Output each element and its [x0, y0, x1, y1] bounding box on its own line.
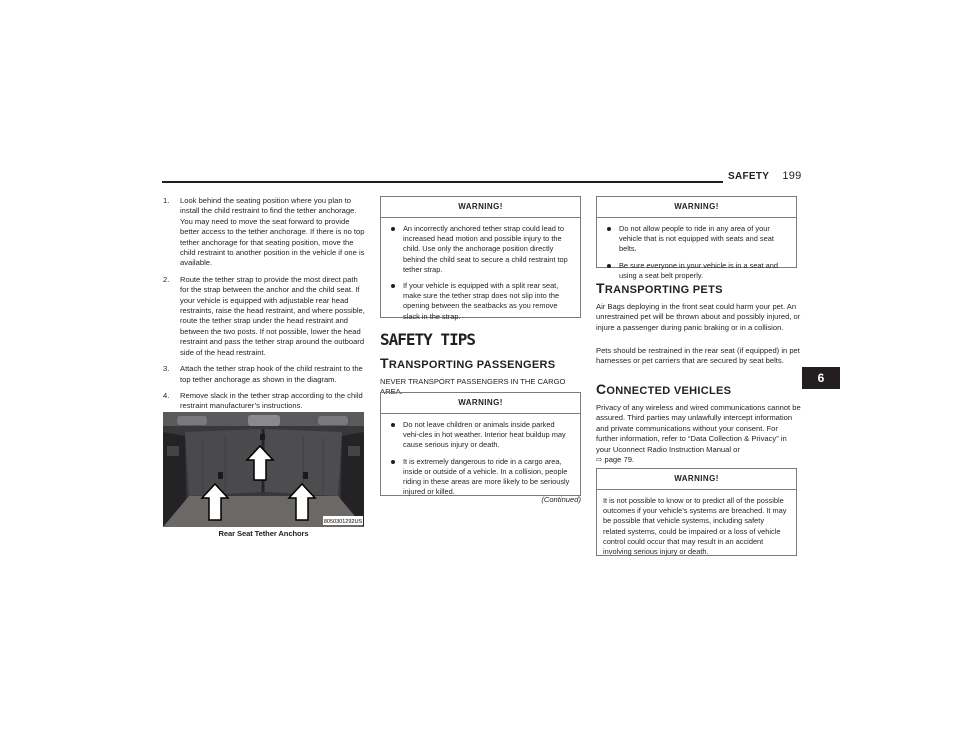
page-ref-arrow-icon: ⇨	[596, 455, 605, 465]
transporting-passengers-heading: TRANSPORTING PASSENGERS	[380, 355, 556, 371]
transporting-pets-heading: TRANSPORTING PETS	[596, 280, 723, 296]
bullet-icon	[391, 284, 395, 288]
bullet-icon	[607, 264, 611, 268]
cargo-area-illustration	[163, 412, 364, 527]
instruction-steps	[163, 196, 366, 412]
bullet-icon	[391, 460, 395, 464]
pets-paragraph-1: Air Bags deploying in the front seat could harm your pet. An unrestrained pet will be thrown about and possibly injured, or injure a passenger during panic braking or in a collision.	[596, 302, 801, 332]
warning-title: WARNING!	[597, 469, 796, 490]
warning-box-tether	[380, 196, 581, 321]
warning-bullet: It is extremely dangerous to ride in a cargo area, inside or outside of a vehicle. In a collision, people riding in these areas are more likely to be seriously injured or killed.	[389, 457, 572, 498]
instructions-column	[163, 196, 366, 418]
cargo-area-warning-text: NEVER TRANSPORT PASSENGERS IN THE CARGO AREA.	[380, 377, 566, 397]
section-title: SAFETY	[728, 171, 770, 182]
warning-bullet: Do not allow people to ride in any area of your vehicle that is not equipped with seats and seat belts.	[605, 224, 788, 255]
chapter-tab: 6	[802, 367, 840, 389]
warning-bullet: Be sure everyone in your vehicle is in a seat and using a seat belt properly.	[605, 261, 788, 281]
bullet-icon	[607, 227, 611, 231]
step-item: 2. Route the tether strap to provide the most direct path for the strap between the anchor and the child seat. If your vehicle is equipped with adjustable rear head restraints, raise the head restraint, and where possible, route the tether strap under the head restraint and between the two posts. If not possible, lower the head restraint and pass the tether strap around the outboard side of the head restraint.	[163, 274, 365, 357]
continued-note: (Continued)	[541, 495, 581, 504]
figure-caption: Rear Seat Tether Anchors	[218, 529, 309, 538]
warning-title: WARNING!	[597, 197, 796, 218]
page-ref-link[interactable]: ⇨ page 79.	[596, 455, 635, 465]
connected-vehicles-heading: CONNECTED VEHICLES	[596, 381, 732, 397]
warning-box-seats	[596, 196, 797, 280]
header-rule	[162, 181, 803, 183]
warning-title: WARNING!	[381, 393, 580, 414]
warning-box-passengers	[380, 392, 581, 496]
pets-paragraph-2: Pets should be restrained in the rear seat (if equipped) in pet harnesses or pet carriers that are secured by seat belts.	[596, 346, 800, 366]
warning-box-privacy	[596, 468, 797, 556]
step-item: 1. Look behind the seating position where you plan to install the child restraint to find the tether anchorage. You may need to move the seat forward to provide better access to the tether anchorage. If there is no top tether anchorage for that seating position, move the child restraint to another position in the vehicle if one is available.	[163, 196, 365, 268]
page-number: 199	[782, 170, 802, 182]
page-header	[728, 170, 802, 182]
step-item: 3. Attach the tether strap hook of the child restraint to the top tether anchorage as shown in the diagram.	[163, 364, 363, 384]
figure-code: 8050301292US	[323, 519, 363, 525]
step-item: 4. Remove slack in the tether strap according to the child restraint manufacturer’s instructions.	[163, 390, 363, 411]
warning-title: WARNING!	[381, 197, 580, 218]
connected-vehicles-paragraph: Privacy of any wireless and wired communications cannot be assured. Third parties may unlawfully intercept information and private communications without your consent. For further information, refer to “Data Collection & Privacy” in your Uconnect Radio Instruction Manual or ⇨ page 79.	[596, 403, 801, 465]
bullet-icon	[391, 423, 395, 427]
warning-bullet: If your vehicle is equipped with a split rear seat, make sure the tether strap does not slip into the opening between the seatbacks as you remove slack in the strap.	[389, 281, 572, 322]
warning-bullet: An incorrectly anchored tether strap could lead to increased head motion and possible injury to the child. Use only the anchorage position directly behind the child seat to secure a child restraint top tether strap.	[389, 224, 572, 275]
warning-text: It is not possible to know or to predict all of the possible outcomes if your vehicle’s systems are breached. It may be possible that vehicle systems, including safety related systems, could be impaired or a loss of vehicle control could occur that may result in an accident involving serious injury or death.	[603, 496, 787, 557]
safety-tips-heading: SAFETY TIPS	[380, 330, 475, 349]
warning-bullet: Do not leave children or animals inside parked vehi-cles in hot weather. Interior heat buildup may cause serious injury or death.	[389, 420, 572, 451]
bullet-icon	[391, 227, 395, 231]
rear-seat-tether-anchors-photo	[163, 412, 364, 527]
